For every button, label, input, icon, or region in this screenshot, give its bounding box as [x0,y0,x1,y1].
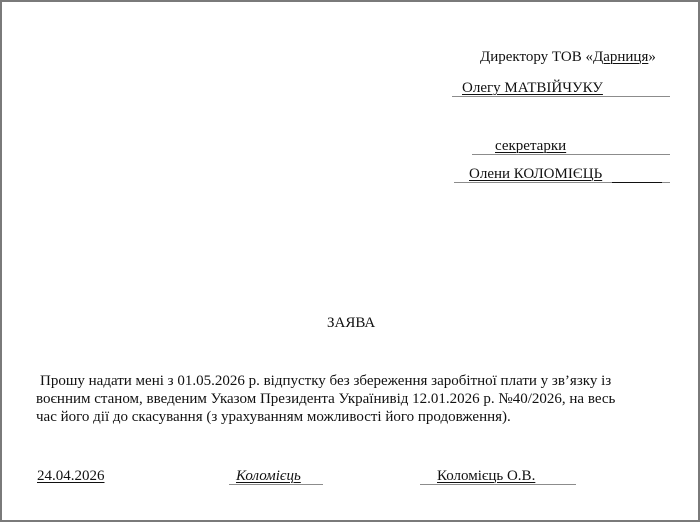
body-line-3: час його дії до скасування (з урахуванням можливості його продовження). [36,409,511,425]
signature: Коломієць [236,468,301,484]
document-title: ЗАЯВА [327,315,376,331]
sender-position: секретарки [495,138,567,154]
application-date: 24.04.2026 [37,468,105,484]
sender-name-rule-dark [612,182,662,183]
addressee-title-suffix: » [648,49,656,65]
body-line-2: воєнним станом, введеним Указом Президента Українивід 12.01.2026 р. №40/2026, на весь [36,391,616,407]
sender-name: Олени КОЛОМІЄЦЬ [469,166,603,182]
addressee-title [480,49,656,66]
signer-name: Коломієць О.В. [437,468,536,484]
document-body [36,372,656,426]
company-name: Дарниця [592,49,649,65]
addressee-title-prefix: Директору ТОВ « [480,49,593,65]
addressee-name: Олегу МАТВІЙЧУКУ [462,80,603,96]
body-line-1: Прошу надати мені з 01.05.2026 р. відпустку без збереження заробітної плати у зв’язку із [40,373,612,389]
